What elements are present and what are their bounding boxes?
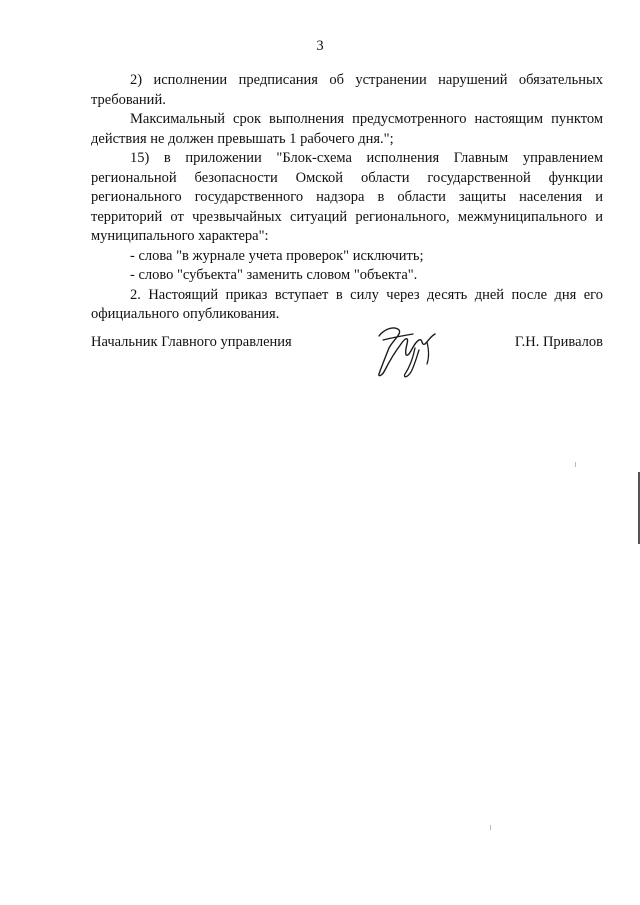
paragraph-delete-words: - слова "в журнале учета проверок" исключить; (130, 247, 424, 264)
paragraph-replace-word: - слово "субъекта" заменить словом "объекта". (130, 267, 418, 283)
signatory-name: Г.Н. Привалов (514, 334, 603, 350)
paragraph-order-execution: 2) исполнении предписания об устранении нарушений обязательных требований. (91, 72, 603, 108)
handwritten-signature (369, 318, 443, 382)
page-number: 3 (316, 38, 324, 54)
paragraph-appendix-15: 15) в приложении "Блок-схема исполнения Главным управлением региональной безопасности Омской области государственной функции регионального государственного надзора в области защиты населения и территорий от чрезвычайных ситуаций регионального, межмуниципального и муниципального характера": (91, 150, 603, 244)
scan-speck (490, 825, 491, 830)
paragraph-effective-date: 2. Настоящий приказ вступает в силу через десять дней после дня его официального опубликования. (91, 286, 603, 322)
scan-speck (575, 462, 576, 467)
signature-block (91, 330, 603, 390)
document-body (91, 71, 603, 325)
signatory-title: Начальник Главного управления (91, 334, 292, 350)
paragraph-max-term: Максимальный срок выполнения предусмотренного настоящим пунктом действия не должен превышать 1 рабочего дня."; (91, 111, 603, 147)
